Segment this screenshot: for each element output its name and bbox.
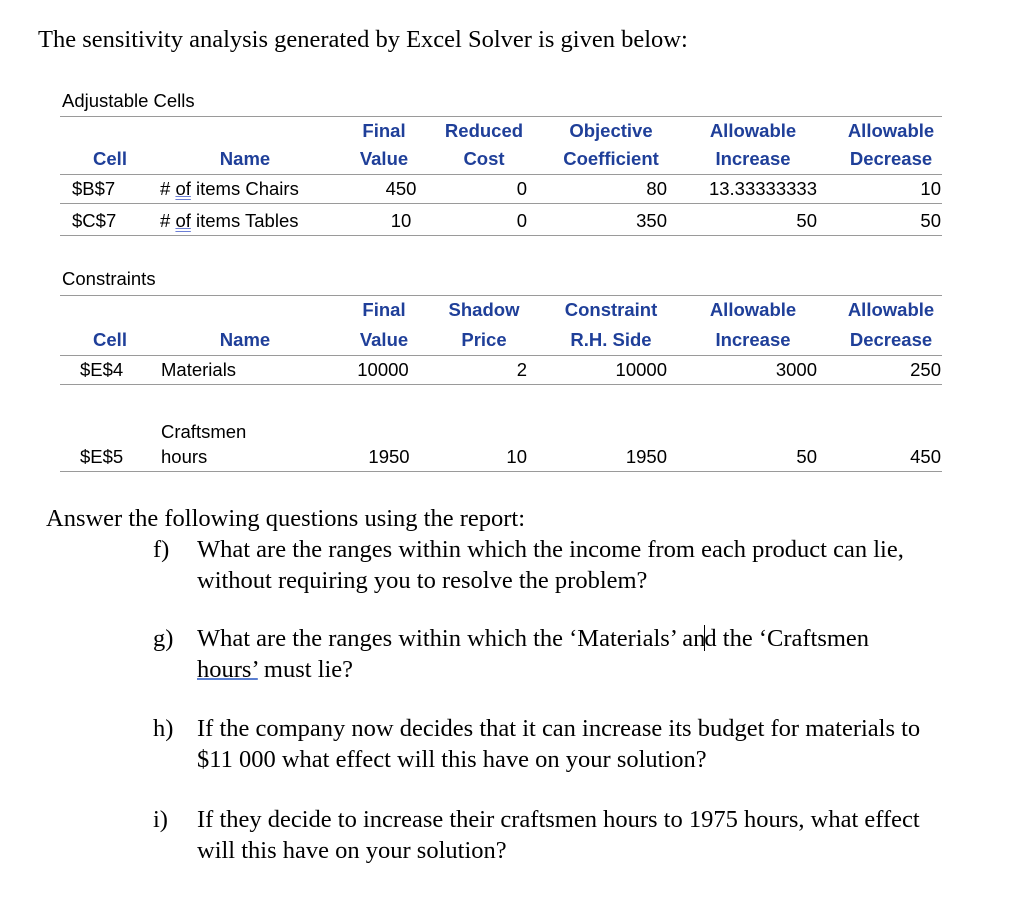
question-line: What are the ranges within which the ‘Materials’ and the ‘Craftsmen	[197, 625, 870, 652]
question-line: If the company now decides that it can increase its budget for materials to	[197, 715, 921, 742]
constraint-rhs: 1950	[625, 446, 667, 467]
reduced-cost: 0	[516, 178, 527, 199]
header-cell: Cell	[93, 329, 127, 350]
header-value: Value	[359, 148, 409, 169]
header-decrease: Decrease	[849, 148, 933, 169]
allowable-increase: 50	[796, 446, 817, 467]
table-divider	[60, 203, 942, 204]
header-reduced: Reduced	[444, 120, 524, 141]
adjustable-cells-title: Adjustable Cells	[62, 90, 195, 111]
allowable-decrease: 250	[910, 359, 941, 380]
header-allowable-decrease: Allowable	[847, 299, 935, 320]
reduced-cost: 0	[516, 210, 527, 231]
question-label: h)	[153, 715, 174, 742]
question-line: will this have on your solution?	[197, 837, 507, 864]
question-line: If they decide to increase their craftsmen hours to 1975 hours, what effect	[197, 806, 920, 833]
question-line: hours’ must lie?	[197, 656, 354, 683]
allowable-decrease: 10	[920, 178, 941, 199]
header-increase: Increase	[715, 329, 791, 350]
shadow-price: 10	[506, 446, 527, 467]
table-divider	[60, 116, 942, 117]
header-price: Price	[461, 329, 507, 350]
header-coefficient: Coefficient	[563, 148, 659, 169]
table-divider	[60, 355, 942, 356]
question-line: What are the ranges within which the income from each product can lie,	[197, 536, 904, 563]
row-name: # of items Tables	[160, 210, 299, 231]
header-cell: Cell	[93, 148, 127, 169]
row-name: # of items Chairs	[160, 178, 299, 199]
cell-ref: $B$7	[72, 178, 116, 199]
allowable-increase: 3000	[775, 359, 817, 380]
header-final: Final	[362, 120, 406, 141]
allowable-decrease: 50	[920, 210, 941, 231]
shadow-price: 2	[516, 359, 527, 380]
cell-ref: $C$7	[72, 210, 117, 231]
row-name: Materials	[161, 359, 237, 380]
header-constraint: Constraint	[564, 299, 658, 320]
header-allowable-increase: Allowable	[709, 120, 797, 141]
objective-coefficient: 350	[636, 210, 667, 231]
header-rhs: R.H. Side	[570, 329, 652, 350]
question-label: f)	[153, 536, 170, 563]
header-value: Value	[359, 329, 409, 350]
intro-text: The sensitivity analysis generated by Excel Solver is given below:	[38, 26, 688, 53]
table-divider	[60, 471, 942, 472]
cell-ref: $E$4	[80, 359, 124, 380]
final-value: 1950	[368, 446, 410, 467]
cell-ref: $E$5	[80, 446, 124, 467]
question-label: i)	[153, 806, 168, 833]
table-divider	[60, 174, 942, 175]
allowable-increase: 13.33333333	[708, 178, 817, 199]
constraints-title: Constraints	[62, 268, 156, 289]
header-allowable-decrease: Allowable	[847, 120, 935, 141]
header-shadow: Shadow	[448, 299, 520, 320]
constraint-rhs: 10000	[615, 359, 667, 380]
answer-intro: Answer the following questions using the report:	[46, 505, 526, 532]
header-name: Name	[219, 148, 271, 169]
header-cost: Cost	[463, 148, 505, 169]
allowable-decrease: 450	[910, 446, 941, 467]
row-name-line1: Craftsmen	[161, 421, 247, 442]
final-value: 10	[390, 210, 412, 231]
question-label: g)	[153, 625, 174, 652]
row-name-line2: hours	[161, 446, 208, 467]
final-value: 450	[385, 178, 417, 199]
table-divider	[60, 235, 942, 236]
header-objective: Objective	[569, 120, 653, 141]
table-divider	[60, 384, 942, 385]
final-value: 10000	[357, 359, 409, 380]
header-increase: Increase	[715, 148, 791, 169]
allowable-increase: 50	[796, 210, 817, 231]
question-line: without requiring you to resolve the problem?	[197, 567, 648, 594]
table-divider	[60, 295, 942, 296]
header-decrease: Decrease	[849, 329, 933, 350]
objective-coefficient: 80	[646, 178, 667, 199]
header-final: Final	[362, 299, 406, 320]
header-name: Name	[219, 329, 271, 350]
header-allowable-increase: Allowable	[709, 299, 797, 320]
question-line: $11 000 what effect will this have on your solution?	[197, 746, 707, 773]
